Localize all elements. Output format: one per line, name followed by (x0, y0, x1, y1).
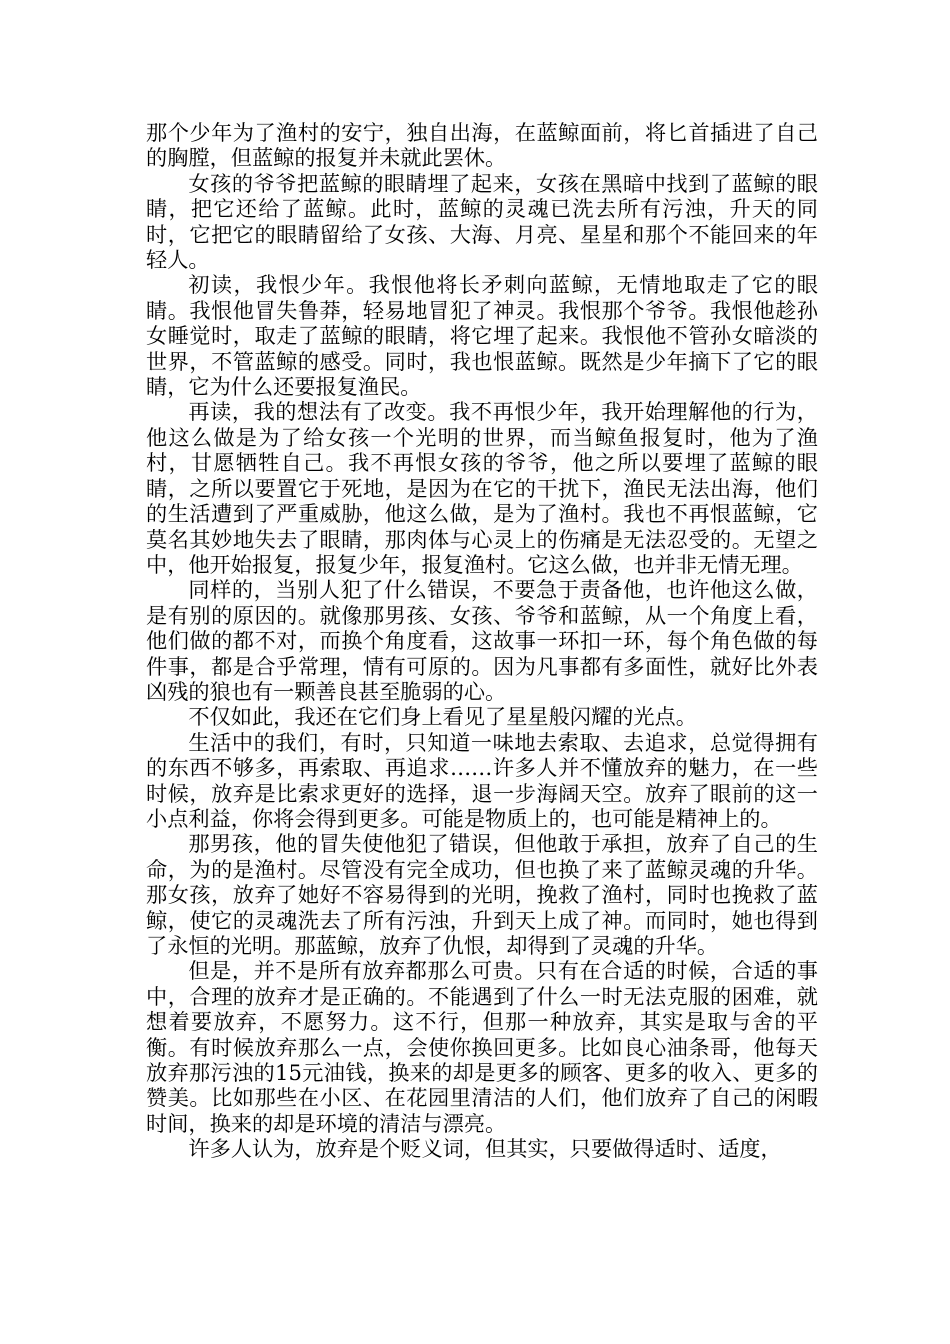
paragraph: 那男孩，他的冒失使他犯了错误，但他敢于承担，放弃了自己的生命，为的是渔村。尽管没有完全成功，但也换了来了蓝鲸灵魂的升华。那女孩，放弃了她好不容易得到的光明，挽救了渔村，同时也挽救了蓝鲸，使它的灵魂洗去了所有污浊，升到天上成了神。而同时，她也得到了永恒的光明。那蓝鲸，放弃了仇恨，却得到了灵魂的升华。 (146, 831, 818, 958)
paragraph: 同样的，当别人犯了什么错误，不要急于责备他，也许他这么做，是有别的原因的。就像那男孩、女孩、爷爷和蓝鲸，从一个角度上看，他们做的都不对，而换个角度看，这故事一环扣一环，每个角色做的每件事，都是合乎常理，情有可原的。因为凡事都有多面性，就好比外表凶残的狼也有一颗善良甚至脆弱的心。 (146, 577, 818, 704)
paragraph: 女孩的爷爷把蓝鲸的眼睛埋了起来，女孩在黑暗中找到了蓝鲸的眼睛，把它还给了蓝鲸。此时，蓝鲸的灵魂已洗去所有污浊，升天的同时，它把它的眼睛留给了女孩、大海、月亮、星星和那个不能回来的年轻人。 (146, 170, 818, 273)
document-body (146, 120, 818, 1162)
paragraph: 但是，并不是所有放弃都那么可贵。只有在合适的时候，合适的事中，合理的放弃才是正确的。不能遇到了什么一时无法克服的困难，就想着要放弃，不愿努力。这不行，但那一种放弃，其实是取与舍的平衡。有时候放弃那么一点，会使你换回更多。比如良心油条哥，他每天放弃那污浊的15元油钱，换来的却是更多的顾客、更多的收入、更多的赞美。比如那些在小区、在花园里清洁的人们，他们放弃了自己的闲暇时间，换来的却是环境的清洁与漂亮。 (146, 958, 818, 1136)
paragraph: 再读，我的想法有了改变。我不再恨少年，我开始理解他的行为，他这么做是为了给女孩一个光明的世界，而当鲸鱼报复时，他为了渔村，甘愿牺牲自己。我不再恨女孩的爷爷，他之所以要埋了蓝鲸的眼睛，之所以要置它于死地，是因为在它的干扰下，渔民无法出海，他们的生活遭到了严重威胁，他这么做，是为了渔村。我也不再恨蓝鲸，它莫名其妙地失去了眼睛，那肉体与心灵上的伤痛是无法忍受的。无望之中，他开始报复，报复少年，报复渔村。它这么做，也并非无情无理。 (146, 399, 818, 577)
paragraph: 初读，我恨少年。我恨他将长矛刺向蓝鲸，无情地取走了它的眼睛。我恨他冒失鲁莽，轻易地冒犯了神灵。我恨那个爷爷。我恨他趁孙女睡觉时，取走了蓝鲸的眼睛，将它埋了起来。我恨他不管孙女暗淡的世界，不管蓝鲸的感受。同时，我也恨蓝鲸。既然是少年摘下了它的眼睛，它为什么还要报复渔民。 (146, 272, 818, 400)
paragraph: 那个少年为了渔村的安宁，独自出海，在蓝鲸面前，将匕首插进了自己的胸膛，但蓝鲸的报复并未就此罢休。 (146, 120, 818, 171)
paragraph: 许多人认为，放弃是个贬义词，但其实，只要做得适时、适度， (188, 1136, 782, 1162)
paragraph: 生活中的我们，有时，只知道一味地去索取、去追求，总觉得拥有的东西不够多，再索取、再追求……许多人并不懂放弃的魅力，在一些时候，放弃是比索求更好的选择，退一步海阔天空。放弃了眼前的这一小点利益，你将会得到更多。可能是物质上的，也可能是精神上的。 (146, 729, 818, 831)
paragraph: 不仅如此，我还在它们身上看见了星星般闪耀的光点。 (188, 704, 697, 730)
